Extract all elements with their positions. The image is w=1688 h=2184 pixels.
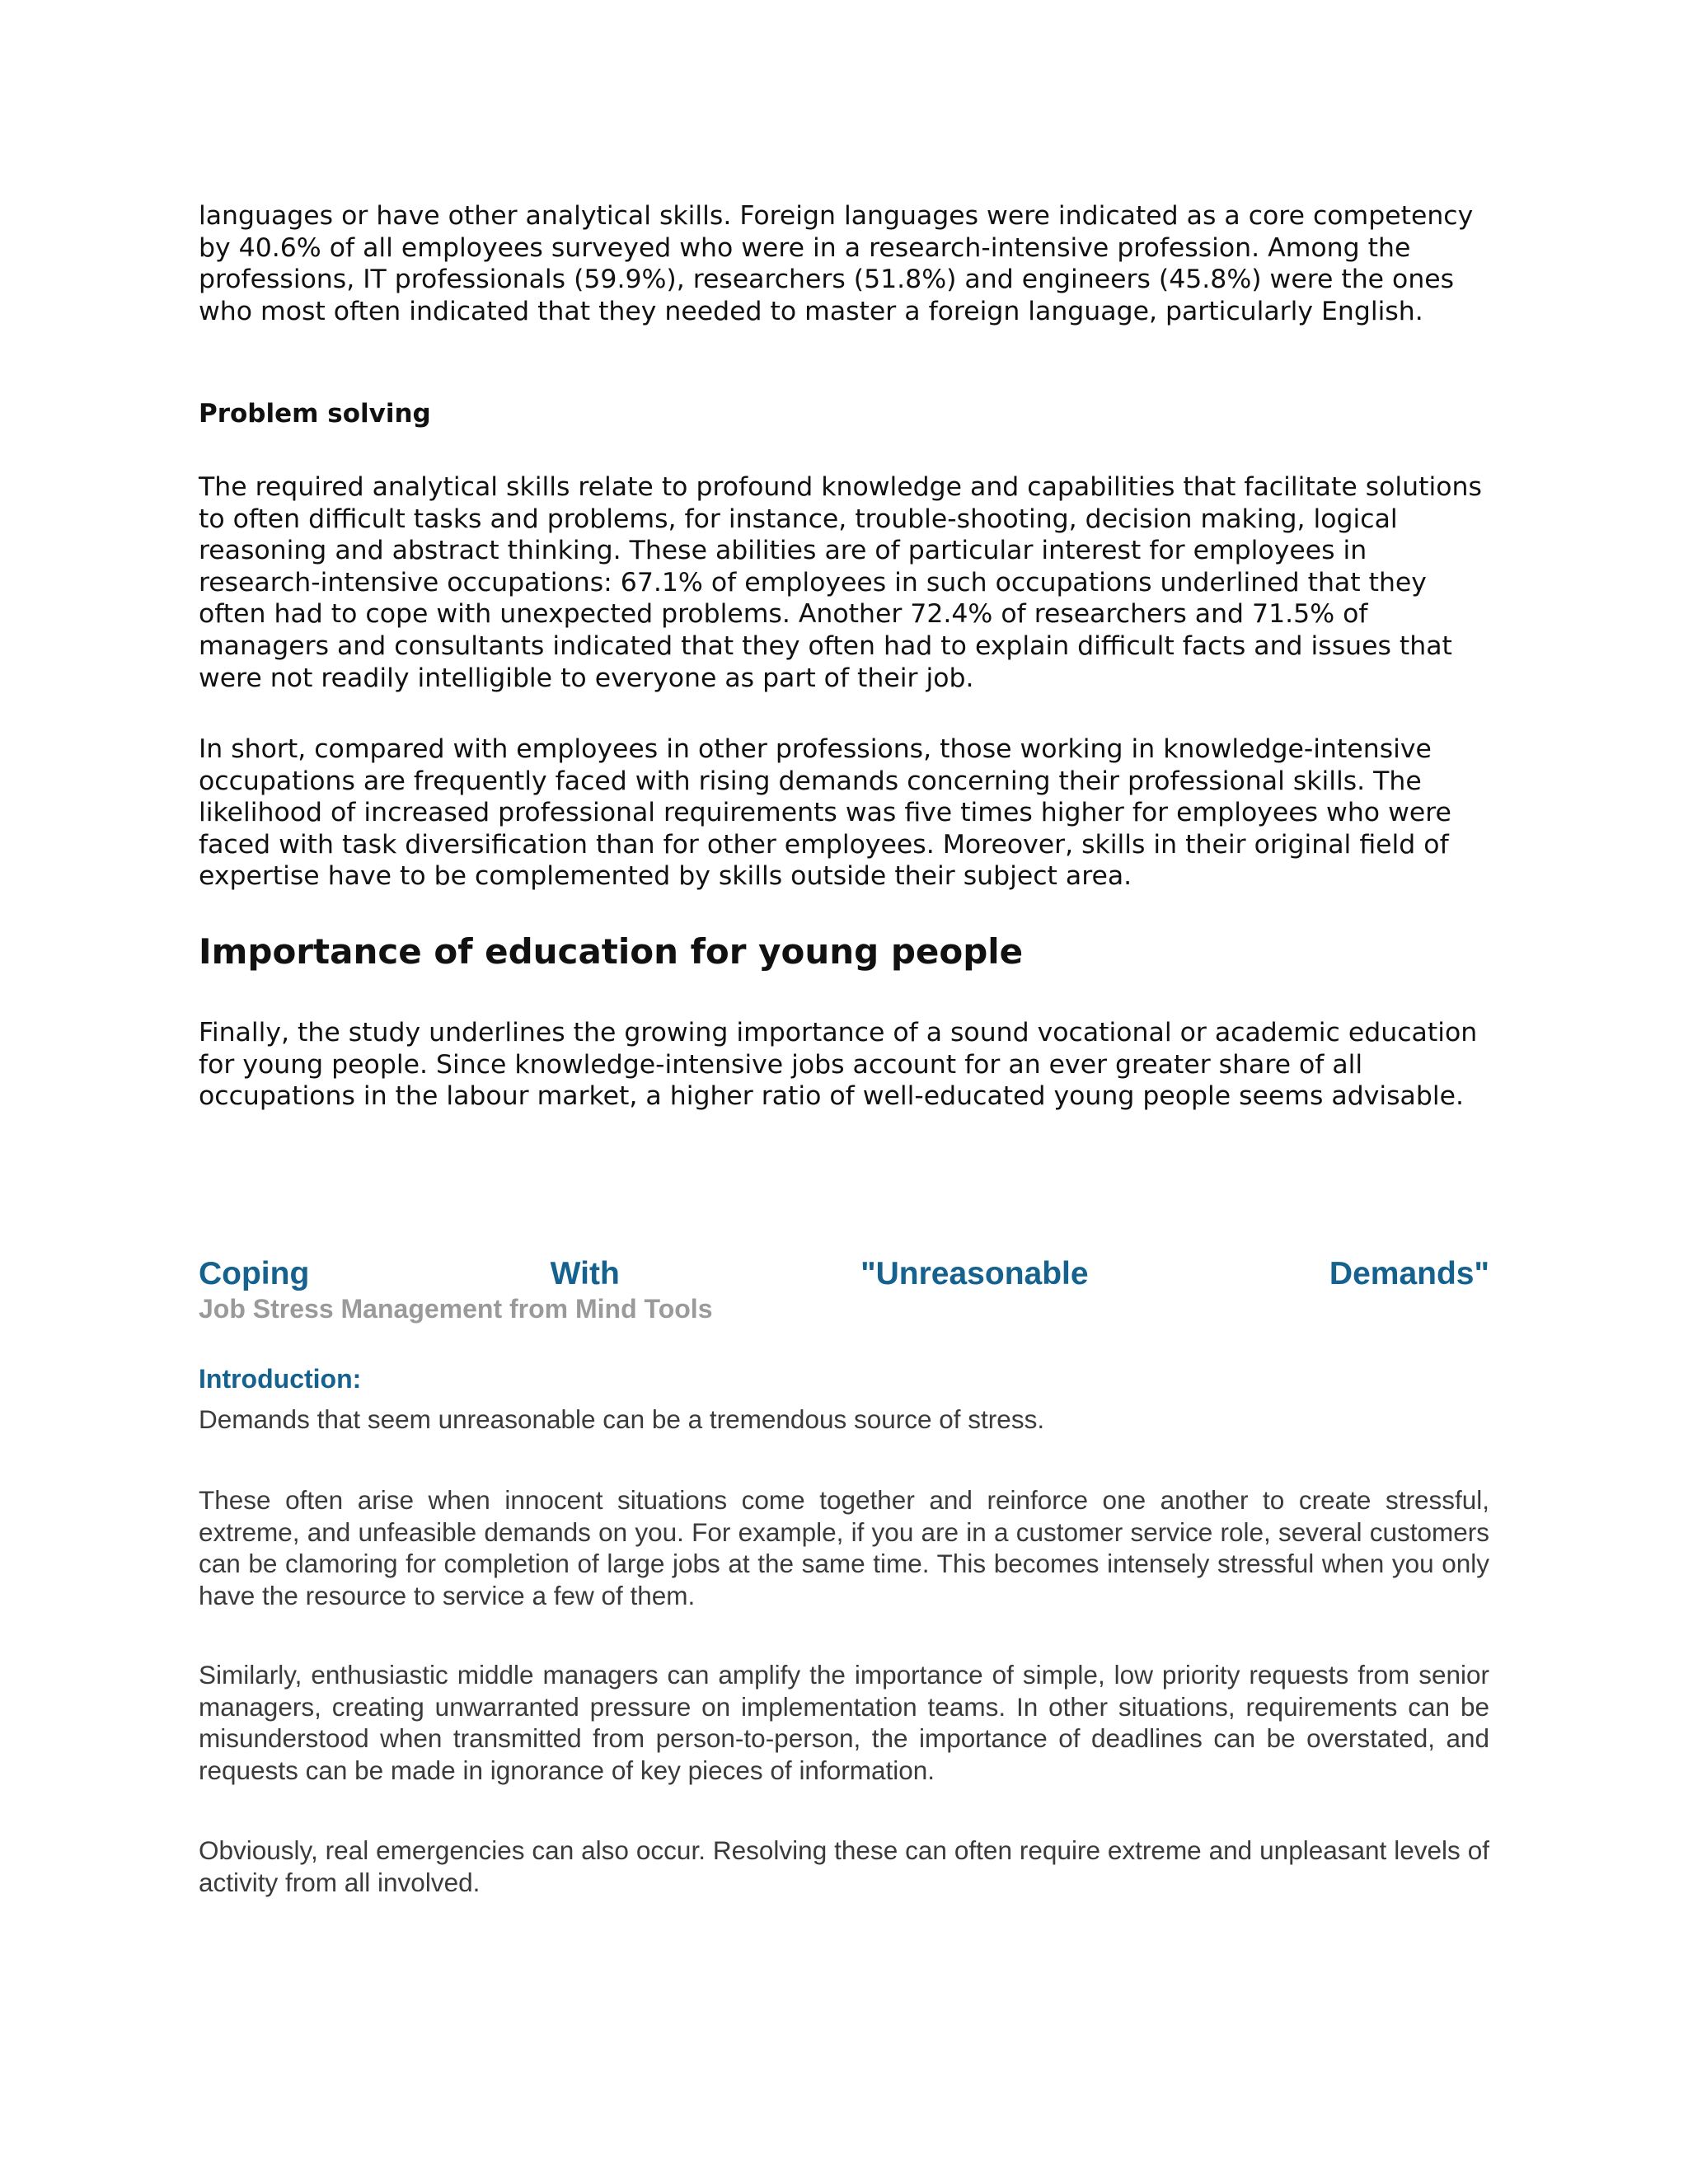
education-paragraph: Finally, the study underlines the growing importance of a sound vocational or academic education for young people. Since knowledge-intensive jobs account for an ever greater share of all occupations in the labour market, a higher ratio of well-educated young people seems advisable. (199, 1018, 1478, 1112)
problem-solving-heading: Problem solving (199, 399, 431, 429)
title-word: Demands" (1329, 1256, 1489, 1291)
article-paragraph: Obviously, real emergencies can also occur. Resolving these can often require extreme and unpleasant levels of activity from all involved. (199, 1835, 1489, 1897)
problem-solving-paragraph: The required analytical skills relate to profound knowledge and capabilities that facilitate solutions to often difficult tasks and problems, for instance, trouble-shooting, decision making, logical reasoning and abstract thinking. These abilities are of particular interest for employees in research-intensive occupations: 67.1% of employees in such occupations underlined that they often had to cope with unexpected problems. Another 72.4% of researchers and 71.5% of managers and consultants indicated that they often had to explain difficult facts and issues that were not readily intelligible to everyone as part of their job. (199, 472, 1482, 693)
article-paragraph: Demands that seem unreasonable can be a tremendous source of stress. (199, 1404, 1045, 1434)
coping-article-title (199, 1254, 1489, 1295)
introduction-heading: Introduction: (199, 1364, 362, 1394)
article-paragraph: These often arise when innocent situations come together and reinforce one another to create stressful, extreme, and unfeasible demands on you. For example, if you are in a customer service role, several customers can be clamoring for completion of large jobs at the same time. This becomes intensely stressful when you only have the resource to service a few of them. (199, 1485, 1489, 1610)
article-subtitle: Job Stress Management from Mind Tools (199, 1294, 713, 1324)
article-paragraph: Similarly, enthusiastic middle managers can amplify the importance of simple, low priority requests from senior managers, creating unwarranted pressure on implementation teams. In other situations, requirements can be misunderstood when transmitted from person-to-person, the importance of deadlines can be overstated, and requests can be made in ignorance of key pieces of information. (199, 1660, 1489, 1785)
education-heading: Importance of education for young people (199, 931, 1024, 972)
summary-paragraph: In short, compared with employees in other professions, those working in knowledge-intensive occupations are frequently faced with rising demands concerning their professional skills. The likelihood of increased professional requirements was five times higher for employees who were faced with task diversification than for other employees. Moreover, skills in their original field of expertise have to be complemented by skills outside their subject area. (199, 734, 1451, 892)
foreign-languages-paragraph: languages or have other analytical skills. Foreign languages were indicated as a core competency by 40.6% of all employees surveyed who were in a research-intensive profession. Among the professions, IT professionals (59.9%), researchers (51.8%) and engineers (45.8%) were the ones who most often indicated that they needed to master a foreign language, particularly English. (199, 201, 1474, 326)
title-word: With (550, 1256, 620, 1291)
title-word: "Unreasonable (860, 1256, 1089, 1291)
title-word: Coping (199, 1256, 310, 1291)
